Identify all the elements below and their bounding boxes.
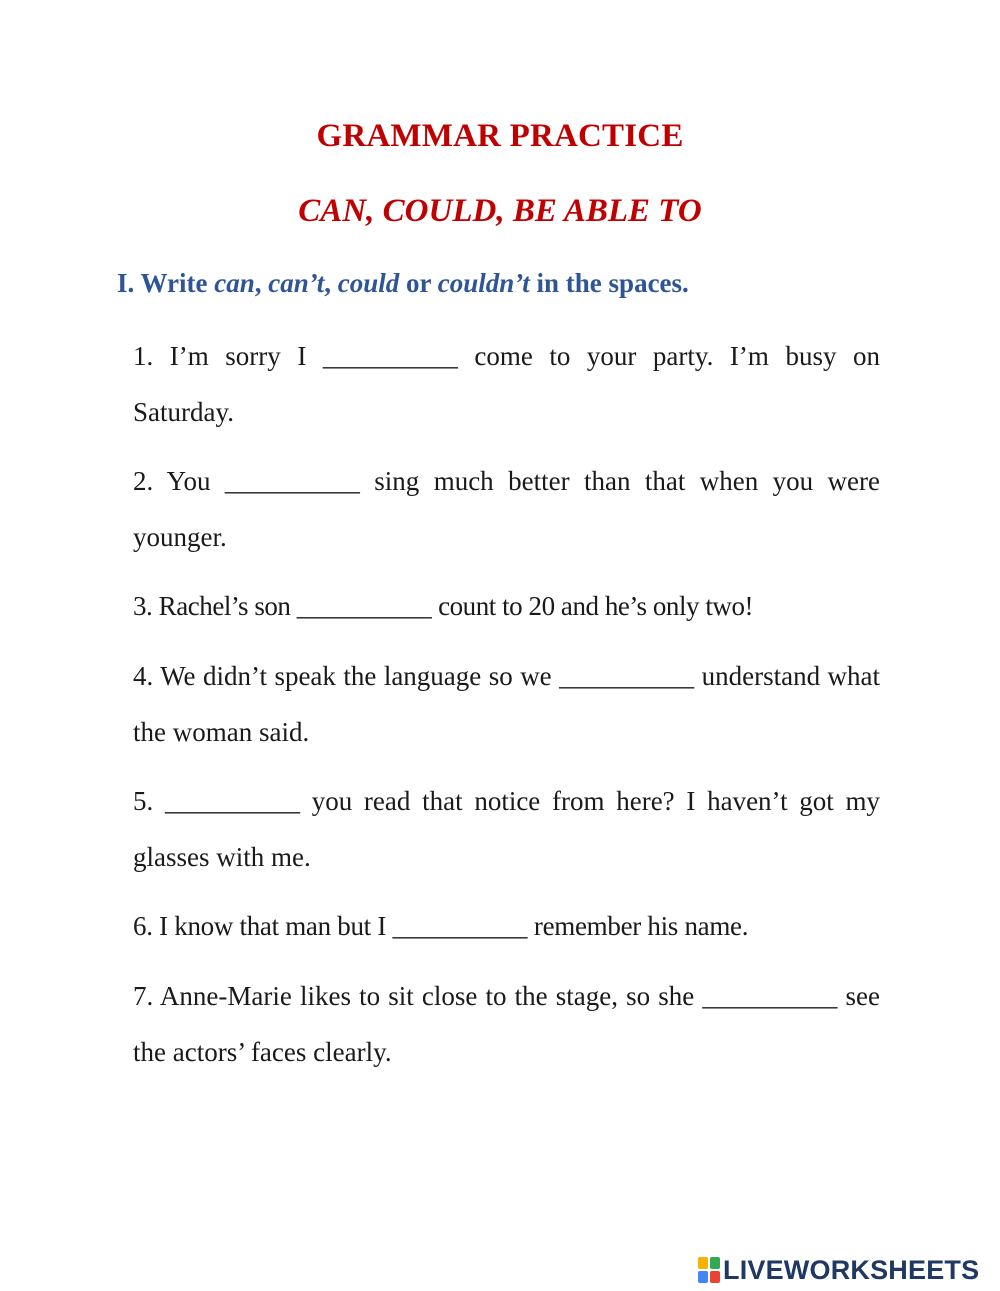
question-text-after: understand what the woman said.	[133, 661, 881, 747]
liveworksheets-logo-icon	[698, 1257, 720, 1283]
question-text-after: count to 20 and he’s only two!	[431, 591, 754, 621]
instruction-word-cant: can’t	[268, 268, 325, 298]
answer-blank[interactable]: __________	[559, 661, 695, 691]
answer-blank[interactable]: __________	[164, 786, 300, 816]
question-6	[133, 898, 880, 954]
question-text-after: see the actors’ faces clearly.	[133, 981, 880, 1067]
answer-blank[interactable]: __________	[296, 591, 432, 621]
logo-square	[698, 1257, 708, 1269]
question-text-before: 2. You	[133, 466, 225, 496]
brand-wordmark: LIVEWORKSHEETS	[723, 1254, 980, 1285]
question-4	[133, 648, 880, 760]
page-title: GRAMMAR PRACTICE	[316, 118, 684, 154]
question-text-after: sing much better than that when you were younger.	[133, 466, 881, 552]
question-text-after: come to your party. I’m busy on Saturday.	[133, 341, 880, 427]
instruction-word-couldnt: couldn’t	[437, 268, 530, 298]
question-text-after: you read that notice from here? I haven’t got my glasses with me.	[133, 786, 881, 872]
question-3	[133, 578, 893, 634]
question-text-before: 6. I know that man but I	[133, 911, 393, 941]
question-text-before: 7. Anne-Marie likes to sit close to the stage, so she	[133, 981, 703, 1011]
question-1	[133, 328, 880, 440]
instruction-word-can: can	[214, 268, 255, 298]
question-text-before: 1. I’m sorry I	[133, 341, 323, 371]
exercise-instruction	[117, 268, 689, 299]
instruction-word-could: could	[337, 268, 400, 298]
question-text-before: 5.	[133, 786, 165, 816]
liveworksheets-brand	[698, 1255, 979, 1285]
question-5	[133, 773, 880, 885]
logo-square	[710, 1257, 720, 1269]
question-text-before: 4. We didn’t speak the language so we	[133, 661, 560, 691]
question-2	[133, 453, 880, 565]
instruction-separator: ,	[254, 268, 269, 298]
question-7	[133, 968, 880, 1080]
logo-square	[710, 1271, 720, 1283]
answer-blank[interactable]: __________	[322, 341, 458, 371]
question-text-after: remember his name.	[527, 911, 749, 941]
instruction-prefix: I. Write	[117, 268, 215, 298]
instruction-separator: or	[399, 268, 438, 298]
answer-blank[interactable]: __________	[702, 981, 838, 1011]
page-subtitle: CAN, COULD, BE ABLE TO	[298, 193, 702, 229]
instruction-separator: ,	[324, 268, 338, 298]
answer-blank[interactable]: __________	[224, 466, 360, 496]
logo-square	[698, 1271, 708, 1283]
instruction-suffix: in the spaces.	[529, 268, 689, 298]
answer-blank[interactable]: __________	[392, 911, 528, 941]
question-text-before: 3. Rachel’s son	[133, 591, 297, 621]
